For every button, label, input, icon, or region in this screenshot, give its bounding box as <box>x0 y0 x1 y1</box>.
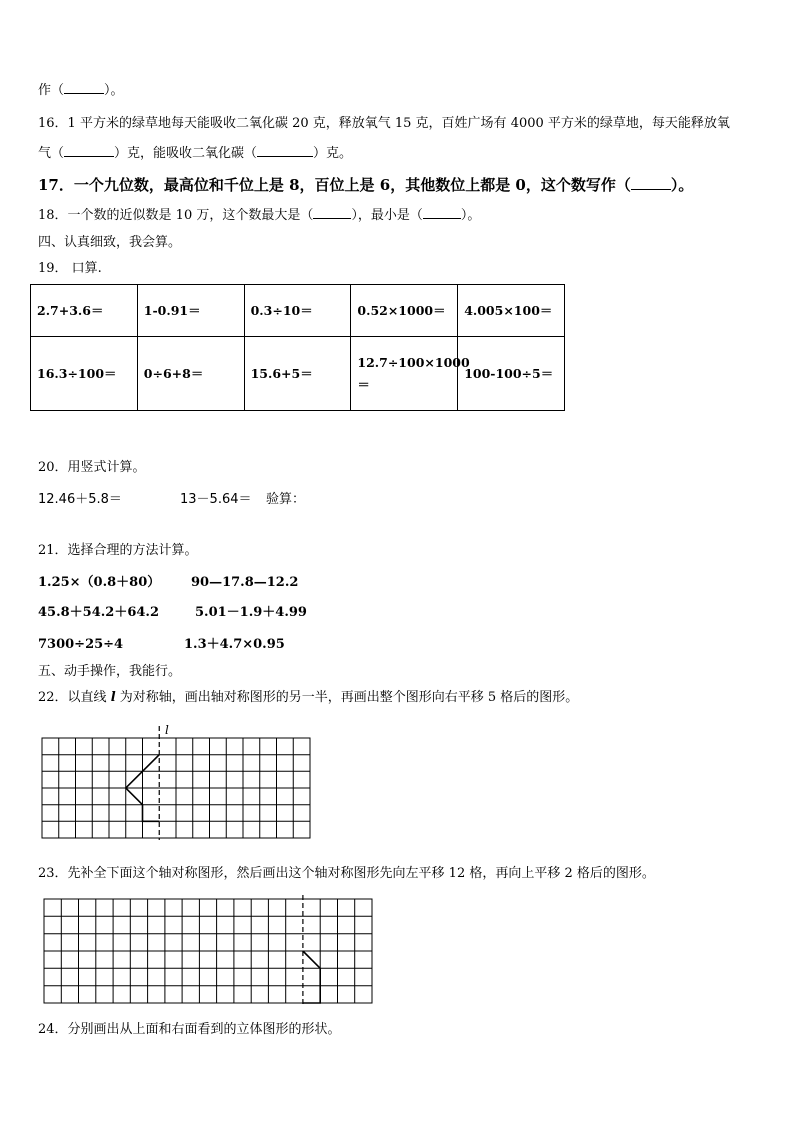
q21-item: 1.25×（0.8＋80） <box>38 575 161 590</box>
half-shape <box>303 951 320 1003</box>
q18: 18．一个数的近似数是 10 万，这个数最大是（ ），最小是（ ）。 <box>38 208 481 223</box>
q23-text: 23．先补全下面这个轴对称图形，然后画出这个轴对称图形先向左平移 12 格，再向上平移 2 格后的图形。 <box>38 866 655 881</box>
answer-blank-max[interactable] <box>313 218 351 219</box>
answer-blank-co2[interactable] <box>257 156 313 157</box>
table-cell: 4.005×100＝ <box>458 285 565 337</box>
table-row <box>31 285 565 337</box>
table-cell: 0÷6+8＝ <box>137 337 244 411</box>
axis-label: l <box>165 723 169 737</box>
q24-text: 24．分别画出从上面和右面看到的立体图形的形状。 <box>38 1022 341 1037</box>
q16-line2: 气（ ）克，能吸收二氧化碳（ ）克。 <box>38 146 353 161</box>
grid-lines <box>42 738 310 838</box>
table-row <box>31 337 565 411</box>
answer-blank-oxygen[interactable] <box>64 156 114 157</box>
section-5-heading: 五、动手操作，我能行。 <box>38 664 182 679</box>
q17: 17．一个九位数，最高位和千位上是 8，百位上是 6，其他数位上都是 0，这个数写作（ ）。 <box>38 176 694 194</box>
table-cell: 0.52×1000＝ <box>351 285 458 337</box>
answer-blank[interactable] <box>64 93 104 94</box>
q19-label: 19． 口算. <box>38 261 102 276</box>
section-4-heading: 四、认真细致，我会算。 <box>38 235 182 250</box>
q20-expr-1: 12.46＋5.8＝ <box>38 492 122 507</box>
q21-item: 7300÷25÷4 <box>38 637 124 652</box>
q16-line1: 16．1 平方米的绿草地每天能吸收二氧化碳 20 克，释放氧气 15 克，百姓广场有 4000 平方米的绿草地，每天能释放氧 <box>38 116 730 131</box>
table-cell: 15.6+5＝ <box>244 337 351 411</box>
table-cell: 100-100÷5＝ <box>458 337 565 411</box>
oral-calc-table <box>30 284 565 411</box>
table-cell: 0.3÷10＝ <box>244 285 351 337</box>
table-cell: 16.3÷100＝ <box>31 337 138 411</box>
table-cell: 12.7÷100×1000 ＝ <box>351 337 458 411</box>
answer-blank[interactable] <box>631 189 671 190</box>
q22-grid-figure[interactable] <box>38 722 314 840</box>
q22-text: 22．以直线 l 为对称轴，画出轴对称图形的另一半，再画出整个图形向右平移 5 格后的图形。 <box>38 690 579 705</box>
q21-label: 21．选择合理的方法计算。 <box>38 543 198 558</box>
table-cell: 1-0.91＝ <box>137 285 244 337</box>
q21-item: 5.01－1.9＋4.99 <box>195 605 307 620</box>
table-cell: 2.7+3.6＝ <box>31 285 138 337</box>
q20-label: 20．用竖式计算。 <box>38 460 146 475</box>
q15-tail: 作（ ）。 <box>38 83 124 98</box>
q23-grid-figure[interactable] <box>40 895 376 1007</box>
answer-blank-min[interactable] <box>423 218 461 219</box>
q20-expr-2: 13－5.64＝ <box>180 492 252 507</box>
q20-check: 验算： <box>266 492 306 507</box>
q21-item: 45.8＋54.2＋64.2 <box>38 605 159 620</box>
grid-lines <box>44 899 372 1003</box>
q21-item: 90—17.8—12.2 <box>191 575 299 590</box>
q21-item: 1.3＋4.7×0.95 <box>184 637 285 652</box>
